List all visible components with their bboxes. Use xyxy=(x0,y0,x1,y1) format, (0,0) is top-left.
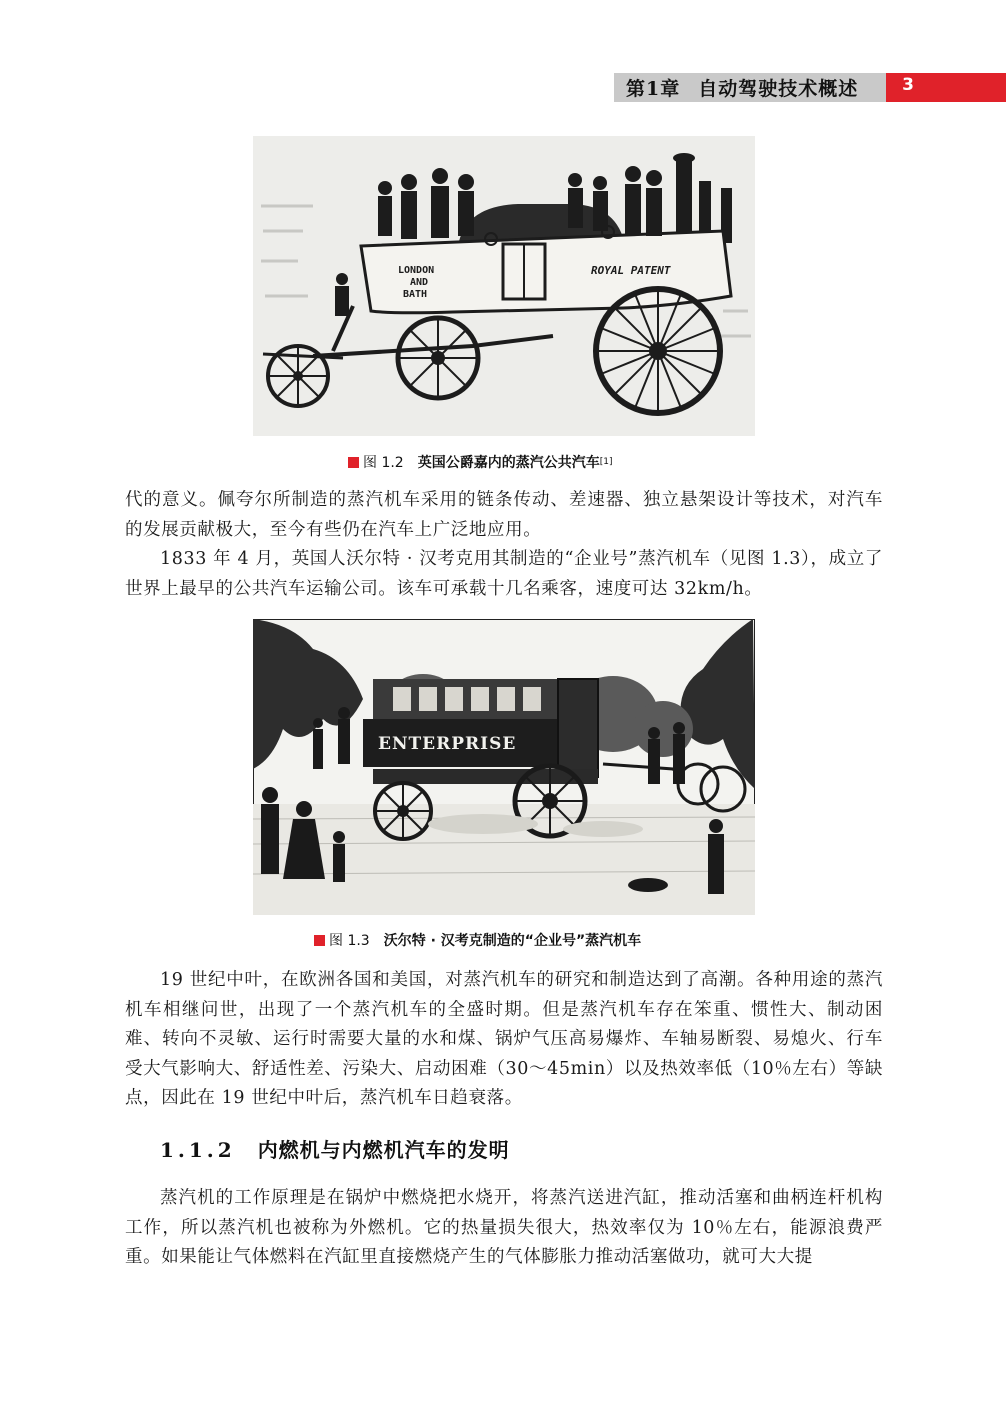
paragraph: 蒸汽机的工作原理是在锅炉中燃烧把水烧开，将蒸汽送进汽缸，推动活塞和曲柄连杆机构工作，所以蒸汽机也被称为外燃机。它的热量损失很大，热效率仅为 10％左右，能源浪费严重。如果能让气体燃料在汽缸里直接燃烧产生的气体膨胀力推动活塞做功，就可大大提 xyxy=(125,1188,883,1267)
coach-panel-text-london: LONDON xyxy=(398,265,435,276)
section-title: 内燃机与内燃机汽车的发明 xyxy=(257,1138,510,1162)
running-header xyxy=(614,73,1006,102)
paragraph: 19 世纪中叶，在欧洲各国和美国，对蒸汽机车的研究和制造达到了高潮。各种用途的蒸汽机车相继问世，出现了一个蒸汽机车的全盛时期。但是蒸汽机车存在笨重、惯性大、制动困难、转向不灵敏、运行时需要大量的水和煤、锅炉气压高易爆炸、车轴易断裂、易熄火、行车受大气影响大、舒适性差、污染大、启动困难（30～45min）以及热效率低（10％左右）等缺点，因此在 19 世纪中叶后，蒸汽机车日趋衰落。 xyxy=(125,970,883,1108)
page-number: 3 xyxy=(902,75,914,95)
chapter-title: 自动驾驶技术概述 xyxy=(698,78,859,100)
coach-panel-text-and: AND xyxy=(410,277,429,288)
figure-1-3-caption xyxy=(314,930,641,950)
figure-number: 图 1.2 xyxy=(363,455,404,471)
section-heading xyxy=(160,1134,510,1163)
citation-reference: [1] xyxy=(599,457,613,467)
figure-number: 图 1.3 xyxy=(329,933,370,949)
figure-steam-coach-image xyxy=(253,136,755,436)
page-number-tab xyxy=(886,73,1006,102)
figure-caption-text: 英国公爵嘉内的蒸汽公共汽车 xyxy=(417,455,600,471)
caption-marker-icon xyxy=(348,457,359,468)
chapter-number: 第1章 xyxy=(626,78,681,100)
section-number: 1.1.2 xyxy=(160,1138,236,1162)
caption-marker-icon xyxy=(314,935,325,946)
coach-panel-text-royal-patent: ROYAL PATENT xyxy=(591,264,671,277)
coach-panel-text-bath: BATH xyxy=(403,289,428,300)
figure-enterprise-image xyxy=(253,619,755,915)
chapter-heading xyxy=(614,73,886,102)
figure-caption-text: 沃尔特 · 汉考克制造的“企业号”蒸汽机车 xyxy=(383,933,642,949)
paragraph: 代的意义。佩夸尔所制造的蒸汽机车采用的链条传动、差速器、独立悬架设计等技术，对汽车的发展贡献极大，至今有些仍在汽车上广泛地应用。 xyxy=(125,490,883,540)
paragraph: 1833 年 4 月，英国人沃尔特 · 汉考克用其制造的“企业号”蒸汽机车（见图 1.3），成立了世界上最早的公共汽车运输公司。该车可承载十几名乘客，速度可达 32km/h。 xyxy=(125,549,883,599)
bus-name-text-enterprise: ENTERPRISE xyxy=(378,734,517,754)
figure-1-2-caption xyxy=(348,452,612,472)
